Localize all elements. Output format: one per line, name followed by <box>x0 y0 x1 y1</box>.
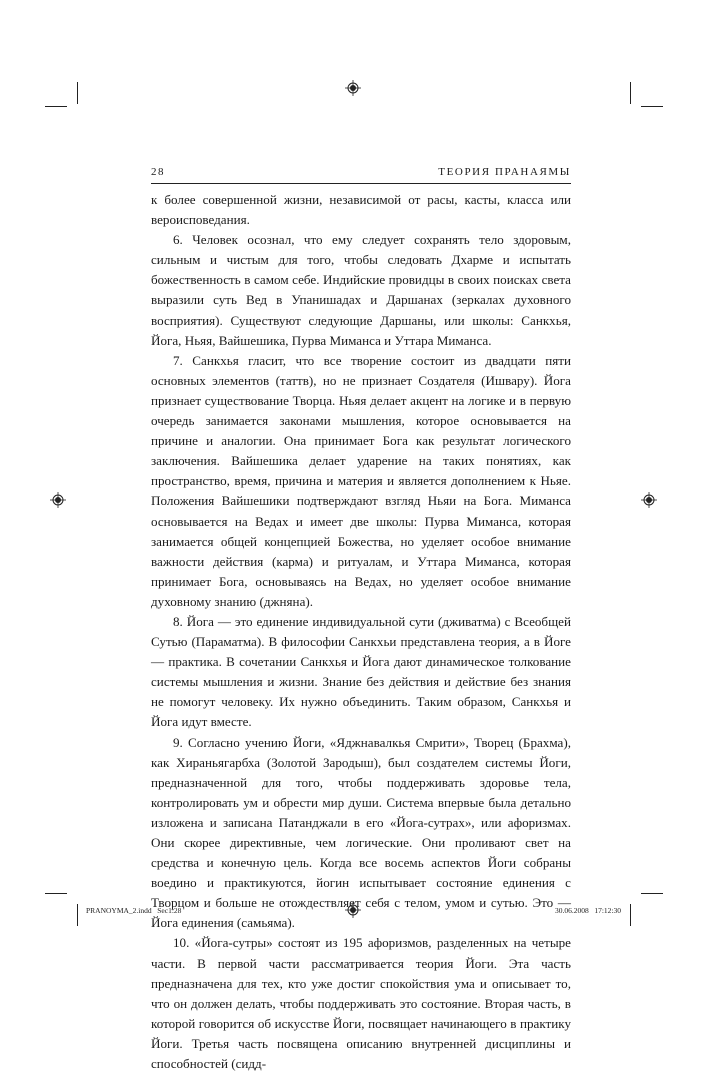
paragraph: 10. «Йога-сутры» состоят из 195 афоризмов, разделенных на четыре части. В первой части рассматривается теория Йоги. Эта часть предназначена для тех, кто уже достиг спокойствия ума и описывает то, что он должен делать, чтобы поддерживать это состояние. Вторая часть, в которой говорится об искусстве Йоги, посвящает начинающего в практику Йоги. Третья часть посвящена описанию внутренней дисциплины и способностей (сидд- <box>151 935 571 1072</box>
paragraph: к более совершенной жизни, независимой от расы, касты, класса или вероисповедания. <box>151 192 571 228</box>
crop-mark <box>641 106 663 107</box>
crop-mark <box>45 106 67 107</box>
paragraph: 7. Санкхья гласит, что все творение состоит из двадцати пяти основных элементов (таттв), но не признает Создателя (Ишвару). Йога признает существование Творца. Ньяя делает акцент на логике и в первую очередь занимается законами мышления, которое основывается на причине и аналогии. Она принимает Бога как результат логического заключения. Вайшешика делает ударение на таких понятиях, как пространство, время, причина и материя и является дополнением к Ньяе. Положения Вайшешики подтверждают взгляд Ньяи на Бога. Миманса основывается на Ведах и имеет две школы: Пурва Миманса, которая занимается общей концепцией Божества, но уделяет особое внимание важности действия (карма) и ритуалам, и Уттара Миманса, которая принимает Бога, основываясь на Ведах, но уделяет особое внимание духовному знанию (джняна). <box>151 352 571 609</box>
registration-mark-icon <box>345 80 361 96</box>
slug-filename: PRANOYMA_2.indd Sec1:28 <box>86 906 182 915</box>
body-text <box>151 190 571 1074</box>
crop-mark <box>77 904 78 926</box>
running-header <box>151 166 571 184</box>
crop-mark <box>77 82 78 104</box>
paragraph: 6. Человек осознал, что ему следует сохранять тело здоровым, сильным и чистым для того, чтобы следовать Дхарме и испытать божественность в самом себе. Индийские провидцы в своих поисках света выразили суть Вед в Упанишадах и Даршанах (зеркалах духовного восприятия). Существуют следующие Даршаны, или школы: Санкхья, Йога, Ньяя, Вайшешика, Пурва Миманса и Уттара Миманса. <box>151 232 571 348</box>
running-title: ТЕОРИЯ ПРАНАЯМЫ <box>438 166 571 178</box>
crop-mark <box>630 82 631 104</box>
registration-mark-icon <box>641 492 657 508</box>
page-number: 28 <box>151 166 165 178</box>
crop-mark <box>45 893 67 894</box>
crop-mark <box>630 904 631 926</box>
crop-mark <box>641 893 663 894</box>
slug-timestamp: 30.06.2008 17:12:30 <box>554 906 621 915</box>
registration-mark-icon <box>50 492 66 508</box>
header-rule <box>151 183 571 184</box>
paragraph: 9. Согласно учению Йоги, «Яджнавалкья Смрити», Творец (Брахма), как Хираньягарбха (Золотой Зародыш), был создателем системы Йоги, предназначенной для того, чтобы поддерживать здоровье тела, контролировать ум и обрести мир души. Система впервые была детально изложена и записана Патанджали в его «Йога-сутрах», или афоризмах. Они скорее директивные, чем логические. Они проливают свет на средства и конечную цель. Когда все восемь аспектов Йоги собраны воедино и практикуются, йогин испытывает состояние единения с Творцом и больше не отождествляет себя с телом, умом и сутью. Это — Йога единения (самьяма). <box>151 734 571 931</box>
paragraph: 8. Йога — это единение индивидуальной сути (дживатма) с Всеобщей Сутью (Параматма). В философии Санкхьи представлена теория, а в Йоге — практика. В сочетании Санкхья и Йога дают динамическое толкование системы мышления и жизни. Знание без действия и действие без знания не помогут человеку. Их нужно объединить. Таким образом, Санкхья и Йога идут вместе. <box>151 613 571 730</box>
